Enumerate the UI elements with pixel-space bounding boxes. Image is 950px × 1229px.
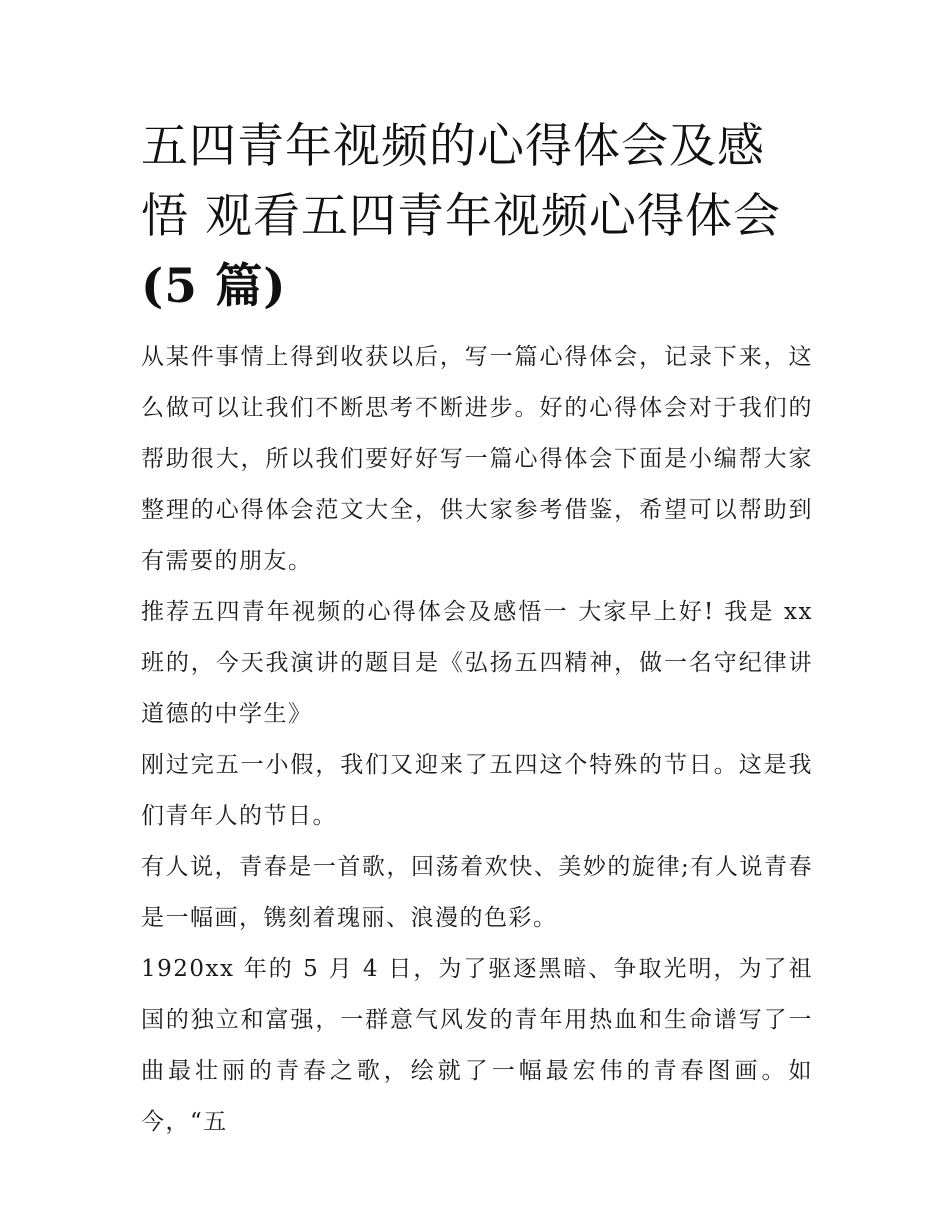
history-paragraph: 1920xx 年的 5 月 4 日，为了驱逐黑暗、争取光明，为了祖国的独立和富强，一群意气风发的青年用热血和生命谱写了一曲最壮丽的青春之歌，绘就了一幅最宏伟的青春图画。如今，“五 bbox=[141, 956, 813, 1135]
holiday-paragraph: 刚过完五一小假，我们又迎来了五四这个特殊的节日。这是我们青年人的节日。 bbox=[141, 752, 813, 829]
document-body bbox=[141, 112, 813, 1148]
speech-opening-paragraph: 推荐五四青年视频的心得体会及感悟一 大家早上好! 我是 xx 班的，今天我演讲的题目是《弘扬五四精神，做一名守纪律讲道德的中学生》 bbox=[141, 599, 813, 727]
title-line-3: (5 篇) bbox=[141, 259, 287, 314]
youth-metaphor-paragraph: 有人说，青春是一首歌，回荡着欢快、美妙的旋律;有人说青春是一幅画，镌刻着瑰丽、浪漫的色彩。 bbox=[141, 854, 813, 931]
intro-paragraph: 从某件事情上得到收获以后，写一篇心得体会，记录下来，这么做可以让我们不断思考不断进步。好的心得体会对于我们的帮助很大，所以我们要好好写一篇心得体会下面是小编帮大家整理的心得体会范文大全，供大家参考借鉴，希望可以帮助到有需要的朋友。 bbox=[141, 344, 813, 574]
title-line-1: 五四青年视频的心得体会及感 bbox=[141, 119, 765, 174]
document-title bbox=[141, 112, 813, 322]
title-line-2: 悟 观看五四青年视频心得体会 bbox=[141, 189, 781, 244]
